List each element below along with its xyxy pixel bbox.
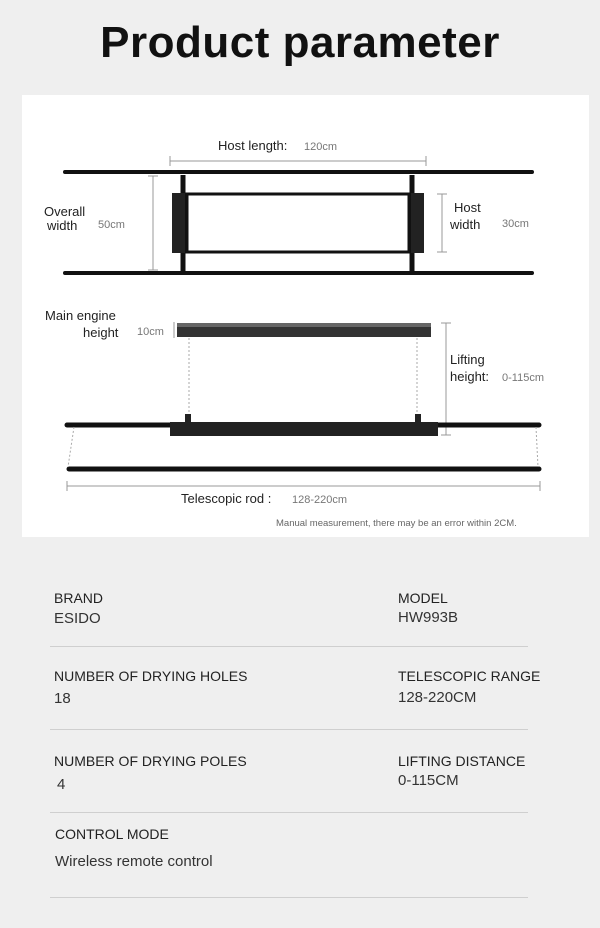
engine-height-label-line1: Main engine [45, 308, 116, 323]
overall-width-label-line1: Overall [44, 204, 86, 219]
lifting-height-label-line2: height: [450, 369, 490, 384]
telescopic-rod-label: Telescopic rod : [181, 491, 272, 506]
side-view [67, 322, 540, 491]
lifting-height-value: 0-115cm [502, 372, 544, 384]
drying-holes-value: 18 [54, 690, 71, 707]
model-label: MODEL [398, 590, 448, 606]
page-title: Product parameter [100, 18, 500, 67]
host-width-label-line1: Host [454, 200, 481, 215]
model-value: HW993B [398, 609, 459, 626]
divider [50, 812, 528, 813]
host-width-value: 30cm [502, 218, 529, 230]
drying-poles-value: 4 [57, 776, 66, 793]
telescopic-range-label: TELESCOPIC RANGE [398, 668, 541, 684]
spec-table [0, 537, 600, 928]
divider [50, 646, 528, 647]
host-length-label: Host length: [218, 138, 288, 153]
telescopic-range-value: 128-220CM [398, 689, 477, 706]
overall-width-value: 50cm [98, 219, 125, 231]
measurement-note: Manual measurement, there may be an error within 2CM. [276, 518, 517, 529]
telescopic-rod-value: 128-220cm [292, 494, 348, 506]
lifting-distance-label: LIFTING DISTANCE [398, 753, 526, 769]
lifting-height-label-line1: Lifting [450, 352, 485, 367]
divider [50, 729, 528, 730]
dimension-diagram [22, 95, 589, 537]
lifting-distance-value: 0-115CM [398, 772, 459, 789]
engine-height-value: 10cm [137, 326, 164, 338]
control-mode-value: Wireless remote control [55, 853, 213, 870]
drying-poles-label: NUMBER OF DRYING POLES [54, 753, 247, 769]
host-length-value: 120cm [304, 141, 338, 153]
divider [50, 897, 528, 898]
overall-width-label-line2: width [47, 218, 78, 233]
drying-holes-label: NUMBER OF DRYING HOLES [54, 668, 248, 684]
host-width-label-line2: width [450, 217, 481, 232]
control-mode-label: CONTROL MODE [55, 826, 169, 842]
engine-height-label-line2: height [83, 325, 119, 340]
brand-label: BRAND [54, 590, 104, 606]
brand-value: ESIDO [54, 610, 101, 627]
